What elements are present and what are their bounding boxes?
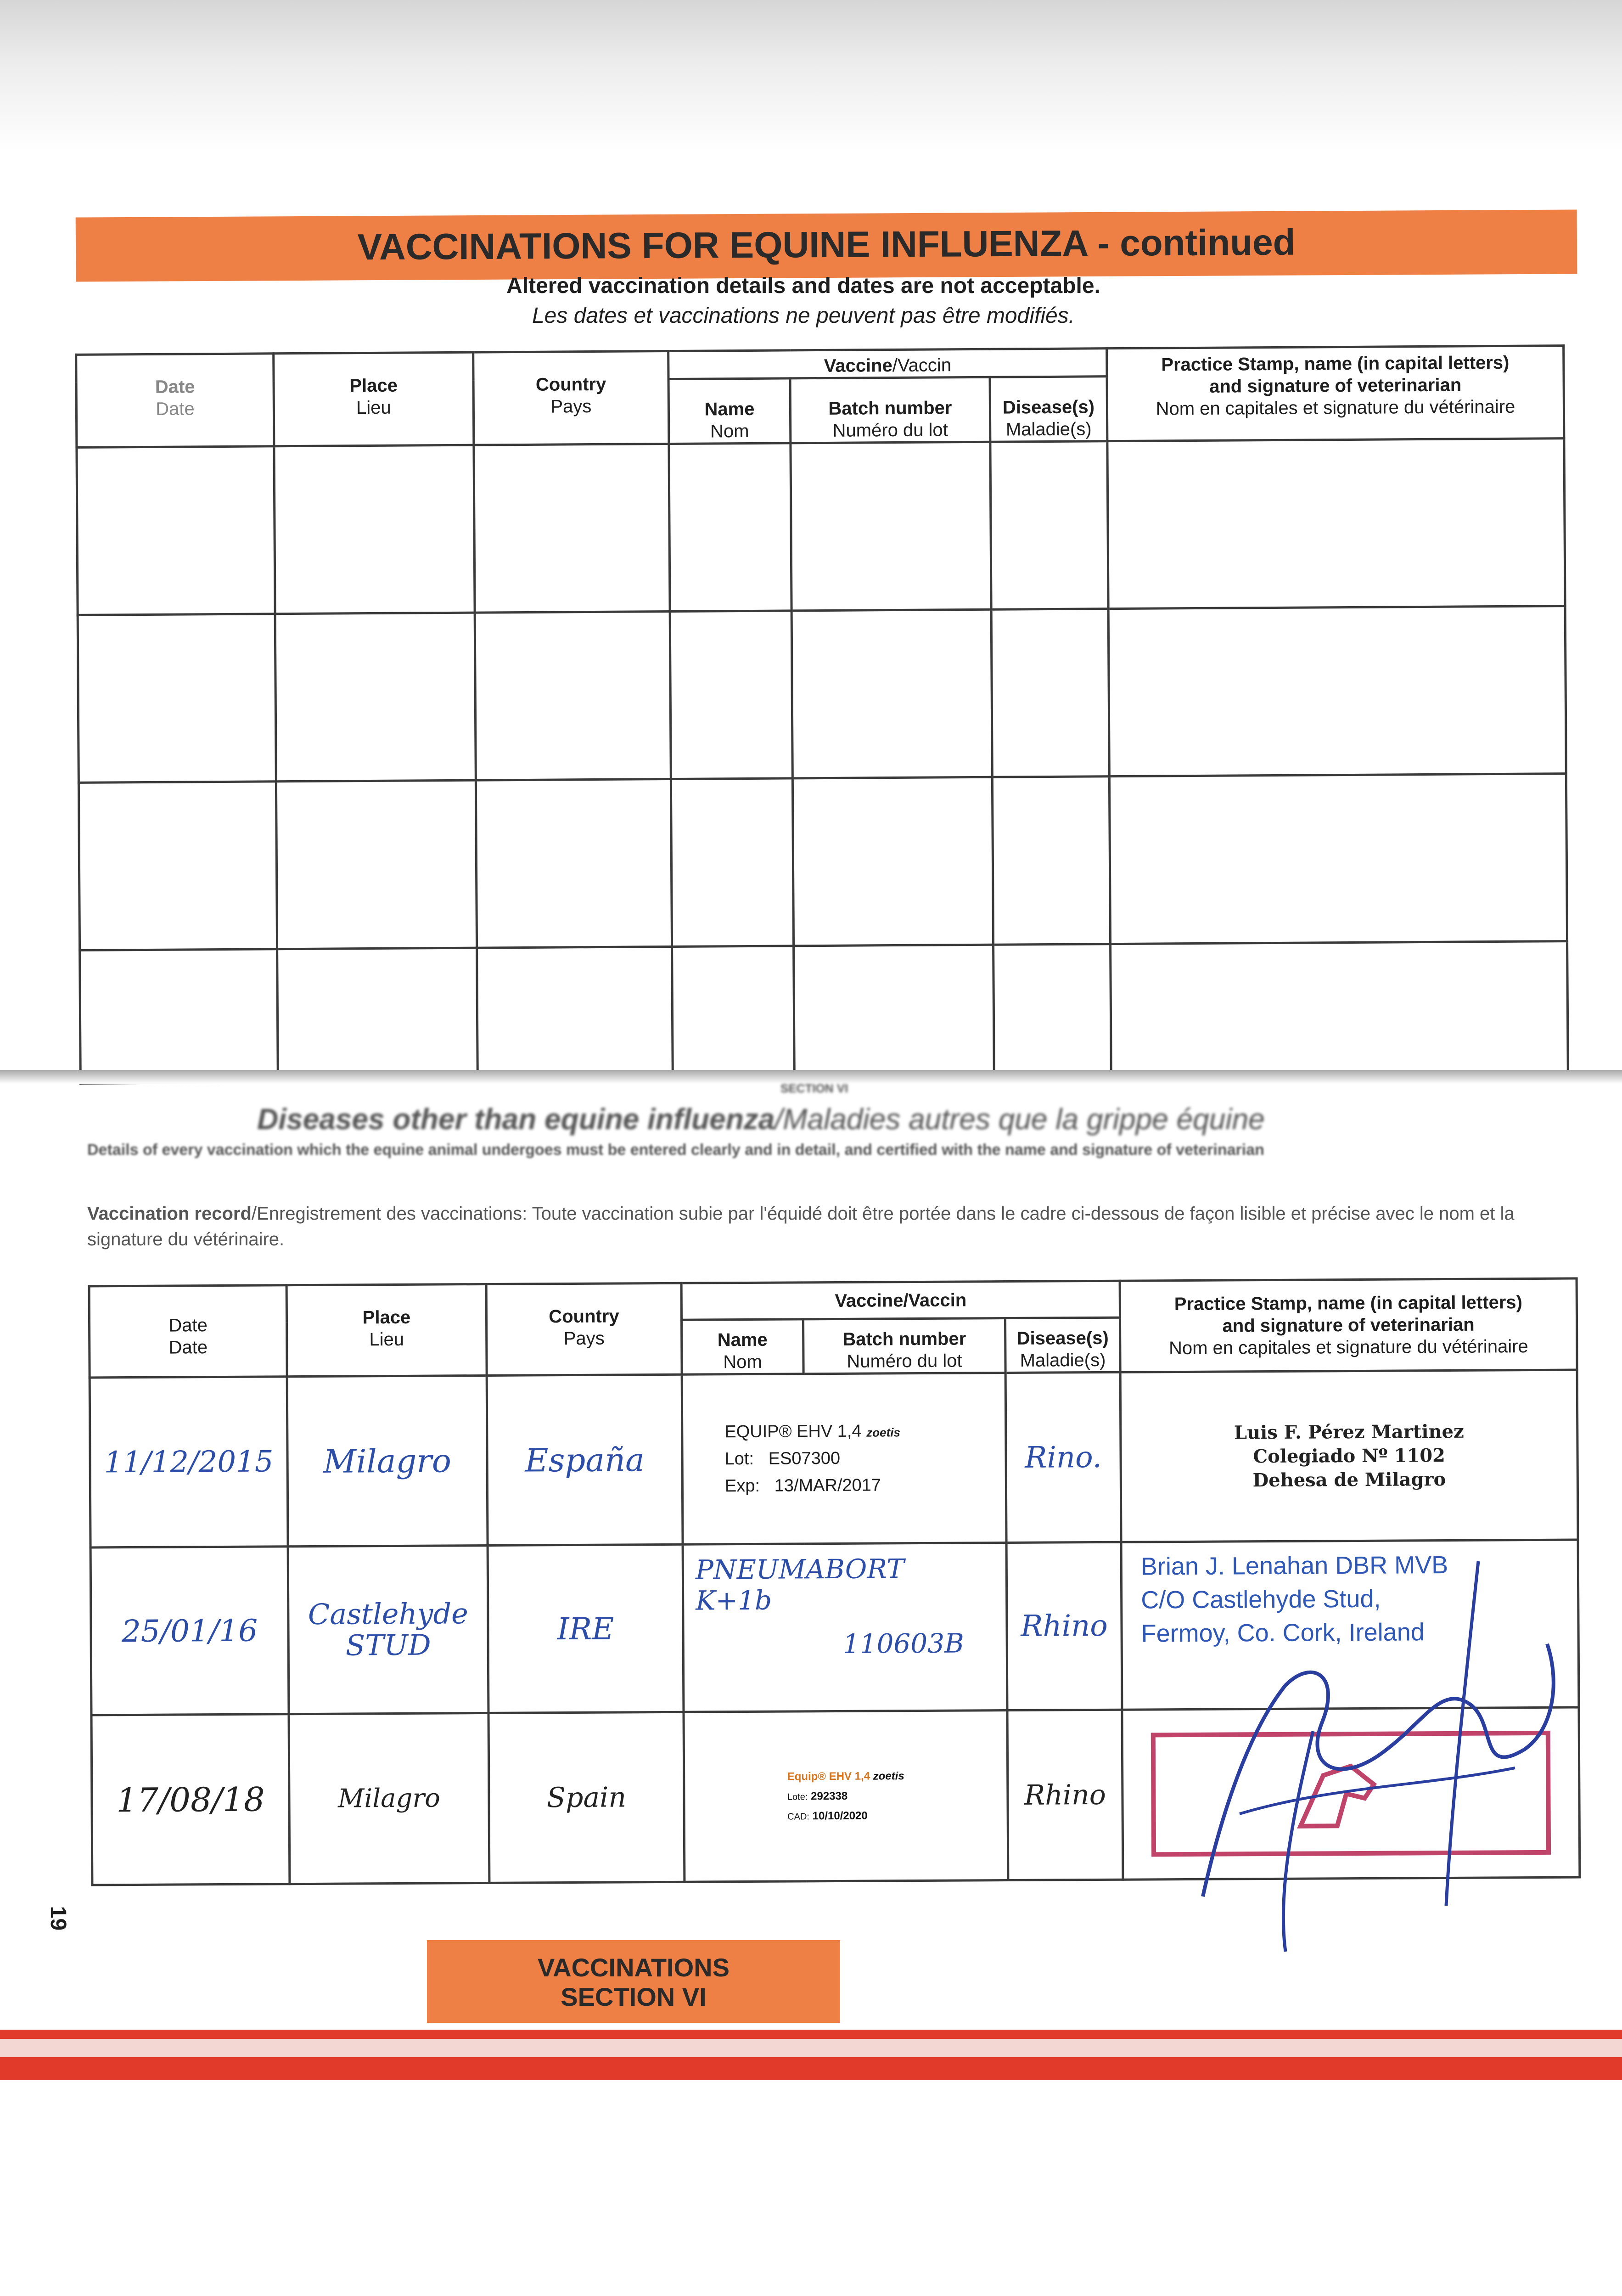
- section-title-banner: [76, 209, 1577, 281]
- header-practice-stamp: Practice Stamp, name (in capital letters) and signature of veterinarian Nom en capitales et signature du vétérinaire: [1120, 1278, 1577, 1372]
- header-batch: Batch number Numéro du lot: [790, 377, 990, 443]
- section-tab-line1: VACCINATIONS: [538, 1953, 730, 1982]
- row3-disease: Rhino: [1007, 1710, 1123, 1880]
- row2-date: 25/01/16: [90, 1547, 289, 1715]
- header-batch: Batch number Numéro du lot: [803, 1318, 1006, 1374]
- influenza-vaccination-table: [75, 344, 1569, 1085]
- subtitle-english: Altered vaccination details and dates are not acceptable.: [506, 274, 1100, 298]
- row2-vaccine-handwritten: PNEUMABORT K+1b 110603B: [683, 1543, 1007, 1712]
- header-name: Name Nom: [668, 378, 791, 444]
- scan-top-shadow: [0, 0, 1622, 152]
- row1-vet-stamp: Luis F. Pérez Martinez Colegiado Nº 1102 Dehesa de Milagro: [1120, 1370, 1578, 1542]
- section-title: VACCINATIONS FOR EQUINE INFLUENZA - continued: [357, 221, 1296, 268]
- row1-date: 11/12/2015: [90, 1377, 288, 1548]
- header-vaccine: Vaccine/Vaccin: [668, 349, 1107, 379]
- table-row: [79, 774, 1567, 951]
- header-place: Place Lieu: [274, 352, 474, 446]
- table-row: [77, 439, 1565, 615]
- header-vaccine: Vaccine/Vaccin: [681, 1281, 1120, 1320]
- table-row: [80, 941, 1568, 1084]
- header-country: Country Pays: [473, 351, 669, 445]
- page-number: 19: [46, 1906, 71, 1931]
- header-country: Country Pays: [486, 1283, 682, 1375]
- section-label: SECTION VI: [780, 1081, 848, 1095]
- row1-vaccine-label-sticker: EQUIP® EHV 1,4 zoetis Lot: ES07300 Exp: 13/MAR/2017: [682, 1373, 1006, 1545]
- header-date: Date Date: [89, 1285, 287, 1378]
- section-tab-box: [427, 1940, 840, 2023]
- header-name: Name Nom: [682, 1319, 804, 1374]
- header-date: Date Date: [76, 354, 274, 448]
- header-practice-stamp: Practice Stamp, name (in capital letters) and signature of veterinarian Nom en capitales et signature du vétérinaire: [1107, 346, 1564, 441]
- section-details: Details of every vaccination which the equine animal undergoes must be entered clearly and in detail, and certified with the name and signature of veterinarian: [87, 1141, 1264, 1159]
- row1-disease: Rino.: [1005, 1372, 1121, 1542]
- header-place: Place Lieu: [286, 1284, 487, 1376]
- row3-vaccine-label-sticker: Equip® EHV 1,4 zoetis Lote: 292338 CAD: 10/10/2020: [684, 1711, 1008, 1882]
- header-disease: Disease(s) Maladie(s): [1005, 1317, 1121, 1373]
- passport-cover-highlight: [0, 2039, 1622, 2057]
- header-disease: Disease(s) Maladie(s): [990, 377, 1107, 442]
- row2-disease: Rhino: [1006, 1542, 1122, 1710]
- row1-place: Milagro: [287, 1375, 488, 1546]
- section-heading: Diseases other than equine influenza/Maladies autres que la grippe équine: [257, 1103, 1265, 1136]
- subtitle-french: Les dates et vaccinations ne peuvent pas être modifiés.: [532, 304, 1075, 328]
- row3-date: 17/08/18: [91, 1714, 290, 1885]
- row3-place: Milagro: [289, 1713, 489, 1884]
- row2-country: IRE: [488, 1544, 684, 1713]
- vaccination-record-note: Vaccination record/Enregistrement des vaccinations: Toute vaccination subie par l'équidé doit être portée dans le cadre ci-dessous de façon lisible et précise avec le nom et la signature du vétérinaire.: [87, 1204, 1515, 1249]
- row1-country: España: [487, 1374, 683, 1545]
- veterinarian-signature-icon: [1148, 1492, 1584, 1975]
- table-row: [78, 606, 1566, 783]
- row2-vet-stamp: Brian J. Lenahan DBR MVB C/O Castlehyde Stud, Fermoy, Co. Cork, Ireland: [1121, 1540, 1579, 1710]
- row3-country: Spain: [488, 1712, 685, 1883]
- section-tab-line2: SECTION VI: [561, 1982, 707, 2012]
- row2-place: Castlehyde STUD: [288, 1545, 488, 1714]
